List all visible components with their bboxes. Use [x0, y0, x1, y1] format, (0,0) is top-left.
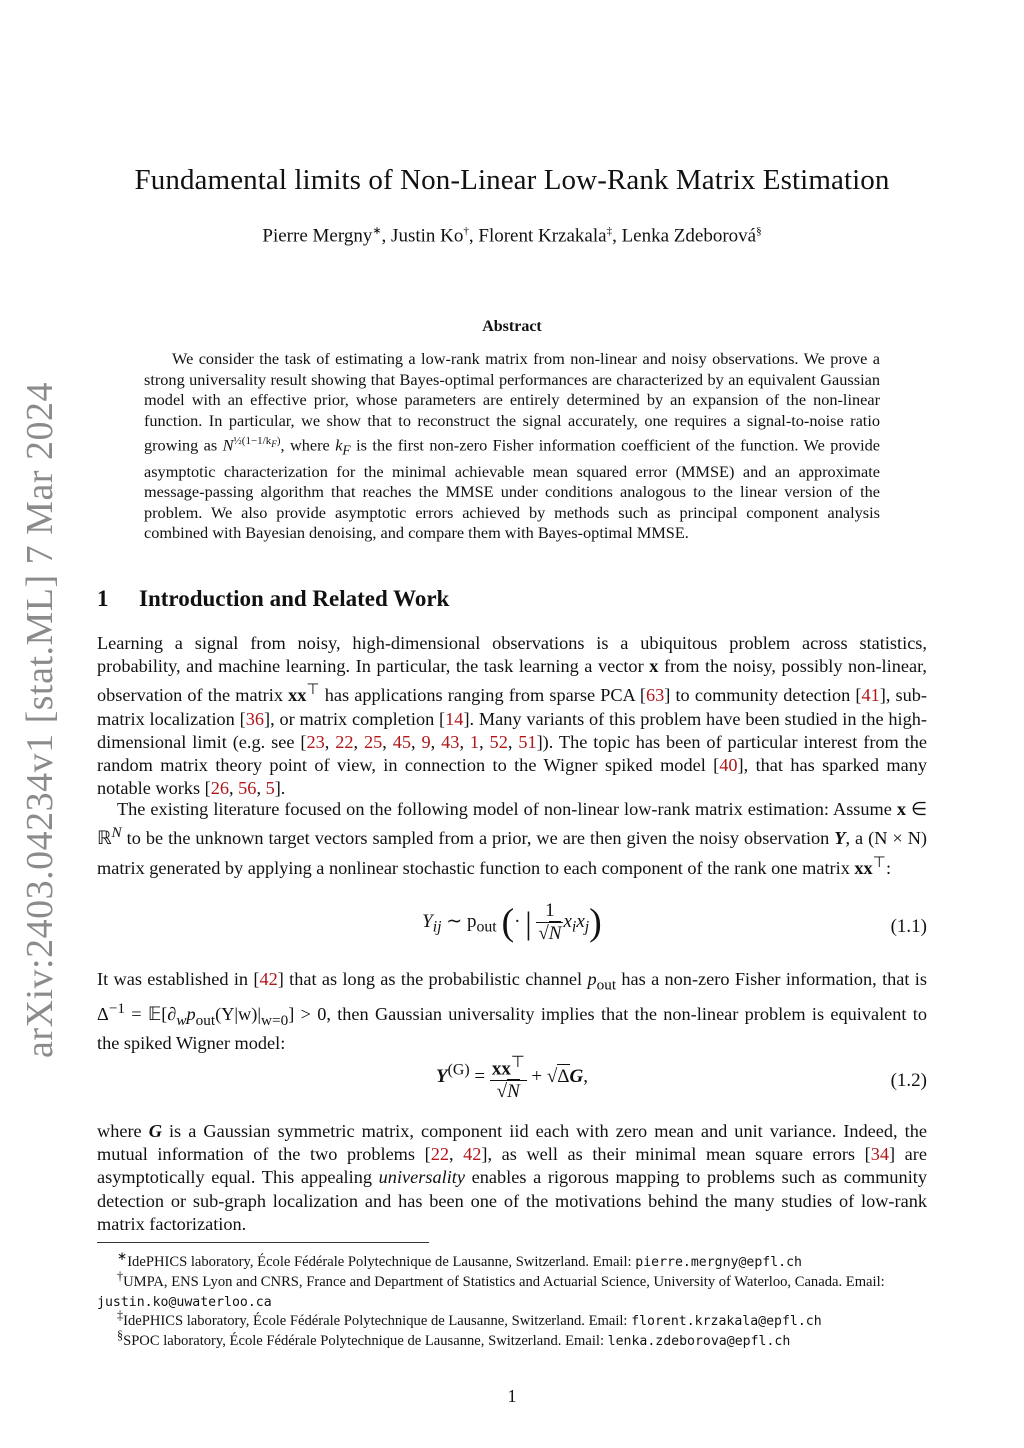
- citation-link[interactable]: 1: [469, 731, 480, 752]
- equation-1-1: $Y_{ij}$ ∼ $p_{out}$ (· | $\frac{1}{√N}$ $x_ix_j$) (1.1): [422, 900, 927, 944]
- citation-link[interactable]: 9: [421, 731, 431, 752]
- page-number: 1: [507, 1386, 517, 1406]
- author-footnote-mark[interactable]: ∗: [372, 225, 382, 237]
- author-footnote-mark[interactable]: †: [463, 225, 469, 237]
- citation-link[interactable]: 42: [259, 969, 278, 989]
- citation-link[interactable]: 34: [870, 1144, 889, 1165]
- footnote-2: †UMPA, ENS Lyon and CNRS, France and Department of Statistics and Actuarial Science, University of Waterloo, Canada. Email: justin.ko@uwaterloo.ca: [97, 1269, 885, 1310]
- citation-link[interactable]: 52: [489, 731, 508, 752]
- citation-link[interactable]: 22: [335, 731, 354, 752]
- author-name: Justin Ko: [391, 225, 464, 247]
- author-name: Florent Krzakala: [478, 225, 607, 247]
- section-heading: 1 Introduction and Related Work: [97, 586, 450, 611]
- citation-link[interactable]: 51: [518, 731, 537, 752]
- citation-link[interactable]: 22: [430, 1144, 449, 1165]
- citation-link[interactable]: 45: [392, 731, 412, 752]
- citation-link[interactable]: 63: [645, 685, 665, 706]
- intro-paragraph-1: Learning a signal from noisy, high-dimensional observations is a ubiquitous problem across statistics, probability, and machine learning. In particular, the task learning a vector x from the noisy, possibly non-linear, observation of the matrix xx⊤ has applications ranging from sparse PCA [63] to community detection [41], sub-matrix localization [36], or matrix completion [14]. Many variants of this problem have been studied in the high-dimensional limit (e.g. see [23, 22, 25, 45, 9, 43, 1, 52, 51]). The topic has been of particular interest from the random matrix theory point of view, in connection to the Wigner spiked model [40], that has sparked many notable works [26, 56, 5].: [97, 633, 928, 799]
- citation-link[interactable]: 25: [364, 731, 383, 752]
- footnote-divider: [97, 1242, 429, 1243]
- author-name: Lenka Zdeborová: [621, 225, 757, 247]
- footnote-4: §SPOC laboratory, École Fédérale Polytechnique de Lausanne, Switzerland. Email: lenka.zdeborova@epfl.ch: [117, 1328, 791, 1349]
- equation-number: (1.1): [890, 916, 927, 937]
- author-name: Pierre Mergny: [262, 225, 373, 247]
- intro-paragraph-2: The existing literature focused on the following model of non-linear low-rank matrix estimation: Assume x ∈ ℝ$^N$ to be the unknown target vectors sampled from a prior, we are then given the noisy observation Y, a (N × N) matrix generated by applying a nonlinear stochastic function to each component of the rank one matrix xx⊤:: [97, 799, 927, 878]
- footnote-1: ∗IdePHICS laboratory, École Fédérale Polytechnique de Lausanne, Switzerland. Email: pierre.mergny@epfl.ch: [117, 1249, 802, 1270]
- citation-link[interactable]: 41: [861, 685, 880, 706]
- intro-paragraph-4: where G is a Gaussian symmetric matrix, component iid each with zero mean and unit variance. Indeed, the mutual information of the two problems [22, 42], as well as their minimal mean square errors [34] are asymptotically equal. This appealing universality enables a rigorous mapping to problems such as community detection or sub-graph localization and has been one of the motivations behind the many studies of low-rank matrix factorization.: [97, 1121, 928, 1234]
- citation-link[interactable]: 42: [463, 1144, 482, 1165]
- footnote-3: ‡IdePHICS laboratory, École Fédérale Polytechnique de Lausanne, Switzerland. Email: florent.krzakala@epfl.ch: [117, 1308, 822, 1329]
- citation-link[interactable]: 36: [245, 708, 264, 729]
- abstract-heading: Abstract: [482, 318, 542, 335]
- arxiv-identifier-stamp: arXiv:2403.04234v1 [stat.ML] 7 Mar 2024: [19, 382, 61, 1058]
- equation-1-2: $Y^{(G)}$ = $\frac{xx^⊤}{√N}$ + √ΔG, (1.2): [436, 1054, 927, 1103]
- author-footnote-mark[interactable]: ‡: [606, 225, 613, 237]
- citation-link[interactable]: 40: [719, 755, 738, 776]
- citation-link[interactable]: 26: [210, 778, 230, 799]
- citation-link[interactable]: 56: [238, 778, 257, 799]
- abstract-text: We consider the task of estimating a low-rank matrix from non-linear and noisy observations. We prove a strong universality result showing that Bayes-optimal performances are characterized by an equivalent Gaussian model with an effective prior, whose parameters are entirely determined by an expansion of the non-linear function. In particular, we show that to reconstruct the signal accurately, one requires a signal-to-noise ratio growing as $N^{\frac{1}{2}(1-1/k_F)}$, where $k_F$ is the first non-zero Fisher information coefficient of the function. We provide asymptotic characterization for the minimal achievable mean squared error (MMSE) and an approximate message-passing algorithm that reaches the MMSE under conditions analogous to the linear version of the problem. We also provide asymptotic errors achieved by methods such as principal component analysis combined with Bayesian denoising, and compare them with Bayes-optimal MMSE.: [144, 349, 880, 543]
- email-link[interactable]: florent.krzakala@epfl.ch: [631, 1313, 822, 1329]
- citation-link[interactable]: 14: [445, 708, 464, 729]
- author-footnote-mark[interactable]: §: [756, 225, 762, 237]
- intro-paragraph-3: It was established in [42] that as long as the probabilistic channel $p_{out}$ has a non-zero Fisher information, that is $\Delta^{-1}$ = $𝔼[\partial_wp_{out}(Y|w)|_{w=0}] > 0$, then Gaussian universality implies that the non-linear problem is equivalent to the spiked Wigner model:: [97, 969, 928, 1053]
- citation-link[interactable]: 5: [265, 778, 275, 799]
- equation-number: (1.2): [890, 1070, 927, 1091]
- paper-title: Fundamental limits of Non-Linear Low-Rank Matrix Estimation: [134, 164, 890, 196]
- email-link[interactable]: pierre.mergny@epfl.ch: [635, 1254, 802, 1270]
- email-link[interactable]: justin.ko@uwaterloo.ca: [97, 1294, 272, 1310]
- author-list: Pierre Mergny∗, Justin Ko†, Florent Krzakala‡, Lenka Zdeborová§: [262, 225, 762, 247]
- citation-link[interactable]: 23: [306, 731, 325, 752]
- email-link[interactable]: lenka.zdeborova@epfl.ch: [607, 1333, 791, 1349]
- citation-link[interactable]: 43: [441, 731, 460, 752]
